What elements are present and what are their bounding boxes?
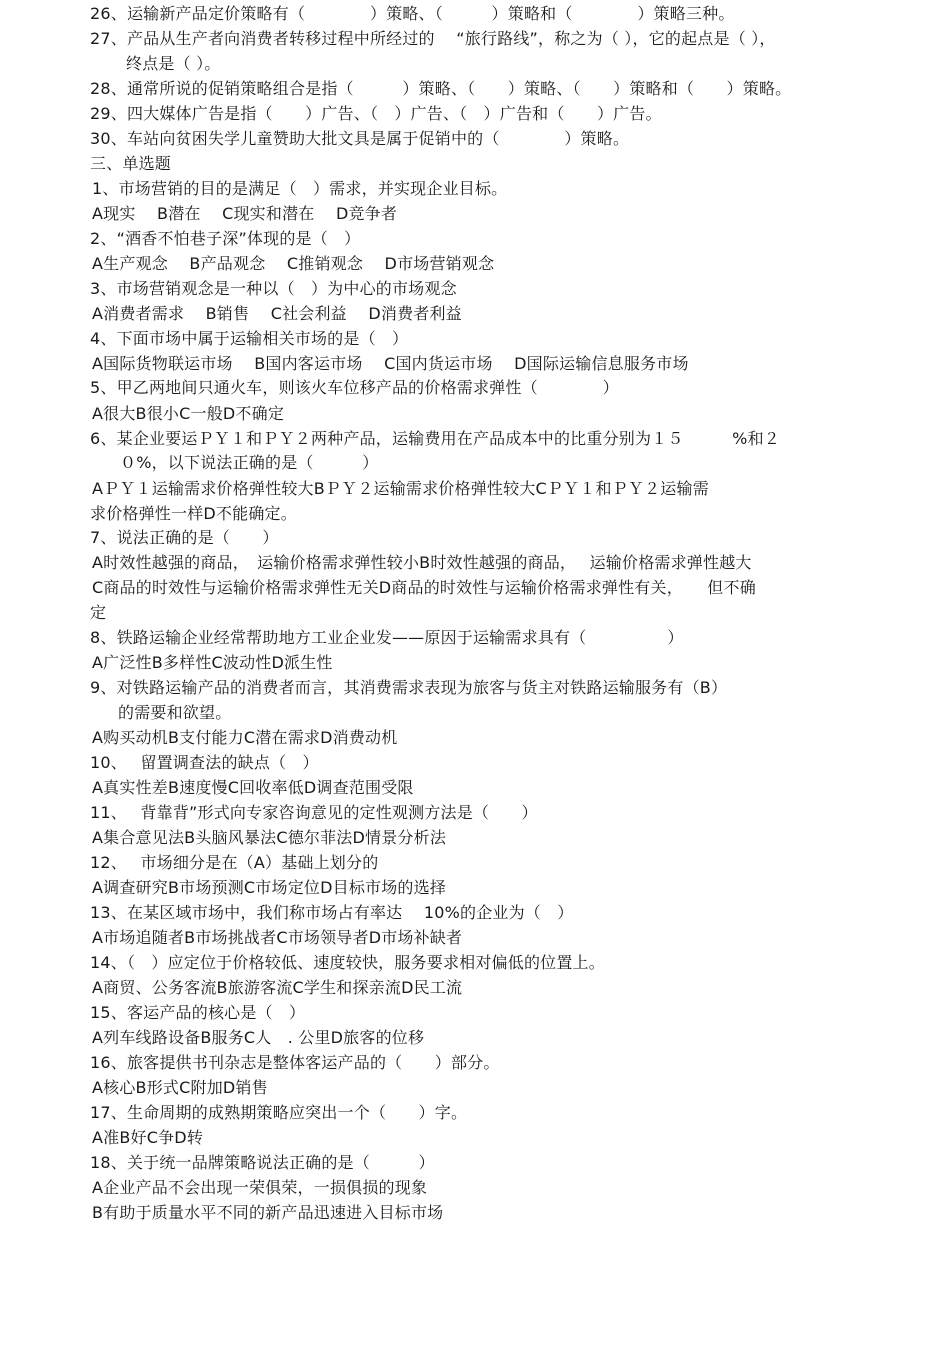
section-heading: 三、单选题 (90, 154, 172, 173)
question-10: 10、 留置调查法的缺点（ ） (90, 753, 319, 772)
text-line-q30: 30、车站向贫困失学儿童赞助大批文具是属于促销中的（ ）策略。 (90, 129, 630, 148)
options-4: A国际货物联运市场 B国内客运市场 C国内货运市场 D国际运输信息服务市场 (92, 354, 689, 373)
options-14: A商贸、公务客流B旅游客流C学生和探亲流D民工流 (92, 978, 463, 997)
question-15: 15、客运产品的核心是（ ） (90, 1003, 306, 1022)
options-11: A集合意见法B头脑风暴法C德尔菲法D情景分析法 (92, 828, 447, 847)
question-3: 3、市场营销观念是一种以（ ）为中心的市场观念 (90, 279, 457, 298)
question-6: 6、某企业要运ＰＹ１和ＰＹ２两种产品，运输费用在产品成本中的比重分别为１５ %和２ (90, 429, 780, 448)
options-9: A购买动机B支付能力C潜在需求D消费动机 (92, 728, 398, 747)
options-1: A现实 B潜在 C现实和潜在 D竞争者 (92, 204, 398, 223)
options-6: AＰＹ１运输需求价格弹性较大BＰＹ２运输需求价格弹性较大CＰＹ１和ＰＹ２运输需 (92, 479, 709, 498)
options-10: A真实性差B速度慢C回收率低D调查范围受限 (92, 778, 414, 797)
options-7-cont: C商品的时效性与运输价格需求弹性无关D商品的时效性与运输价格需求弹性有关， 但不确 (92, 578, 756, 597)
options-16: A核心B形式C附加D销售 (92, 1078, 268, 1097)
question-11: 11、 背靠背”形式向专家咨询意见的定性观测方法是（ ） (90, 803, 538, 822)
options-7-end: 定 (90, 603, 107, 622)
question-4: 4、下面市场中属于运输相关市场的是（ ） (90, 329, 409, 348)
question-12: 12、 市场细分是在（A）基础上划分的 (90, 853, 379, 872)
question-9: 9、对铁路运输产品的消费者而言，其消费需求表现为旅客与货主对铁路运输服务有（B） (90, 678, 728, 697)
options-7: A时效性越强的商品， 运输价格需求弹性较小B时效性越强的商品， 运输价格需求弹性越大 (92, 553, 752, 572)
options-12: A调查研究B市场预测C市场定位D目标市场的选择 (92, 878, 447, 897)
question-1: 1、市场营销的目的是满足（ ）需求，并实现企业目标。 (92, 179, 508, 198)
options-5: A很大B很小C一般D不确定 (92, 404, 285, 423)
options-6-cont: 求价格弹性一样D不能确定。 (90, 504, 297, 523)
options-2: A生产观念 B产品观念 C推销观念 D市场营销观念 (92, 254, 495, 273)
text-line-q27-cont: 终点是（ ）。 (126, 54, 221, 73)
options-13: A市场追随者B市场挑战者C市场领导者D市场补缺者 (92, 928, 463, 947)
text-line-q27: 27、产品从生产者向消费者转移过程中所经过的 “旅行路线”，称之为（ ），它的起点是（ ）， (90, 29, 776, 48)
question-7: 7、说法正确的是（ ） (90, 528, 279, 547)
question-8: 8、铁路运输企业经常帮助地方工业企业发——原因于运输需求具有（ ） (90, 628, 684, 647)
question-6-cont: ０%，以下说法正确的是（ ） (120, 453, 379, 472)
options-15: A列车线路设备B服务C人 . 公里D旅客的位移 (92, 1028, 425, 1047)
text-line-q29: 29、四大媒体广告是指（ ）广告、（ ）广告、（ ）广告和（ ）广告。 (90, 104, 662, 123)
question-16: 16、旅客提供书刊杂志是整体客运产品的（ ）部分。 (90, 1053, 500, 1072)
options-18-b: B有助于质量水平不同的新产品迅速进入目标市场 (92, 1203, 444, 1222)
question-18: 18、关于统一品牌策略说法正确的是（ ） (90, 1153, 435, 1172)
question-2: 2、“酒香不怕巷子深”体现的是（ ） (90, 229, 361, 248)
question-5: 5、甲乙两地间只通火车，则该火车位移产品的价格需求弹性（ ） (90, 378, 619, 397)
question-17: 17、生命周期的成熟期策略应突出一个（ ）字。 (90, 1103, 468, 1122)
question-14: 14、（ ）应定位于价格较低、速度较快，服务要求相对偏低的位置上。 (90, 953, 605, 972)
question-9-cont: 的需要和欲望。 (118, 703, 232, 722)
text-line-q26: 26、运输新产品定价策略有（ ）策略、（ ）策略和（ ）策略三种。 (90, 4, 735, 23)
options-18-a: A企业产品不会出现一荣俱荣，一损俱损的现象 (92, 1178, 428, 1197)
options-17: A准B好C争D转 (92, 1128, 204, 1147)
question-13: 13、在某区域市场中，我们称市场占有率达 10%的企业为（ ） (90, 903, 574, 922)
options-3: A消费者需求 B销售 C社会利益 D消费者利益 (92, 304, 462, 323)
options-8: A广泛性B多样性C波动性D派生性 (92, 653, 333, 672)
text-line-q28: 28、通常所说的促销策略组合是指（ ）策略、（ ）策略、（ ）策略和（ ）策略。 (90, 79, 792, 98)
